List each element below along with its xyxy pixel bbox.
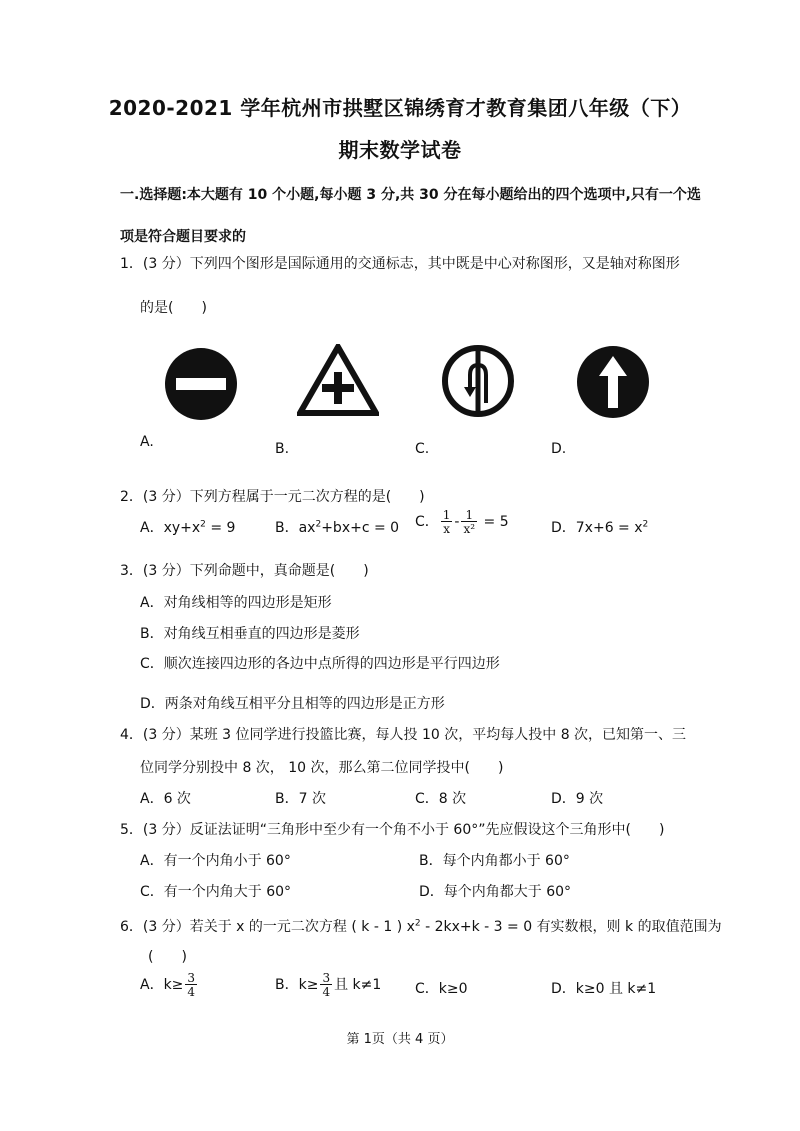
q3-stem: 3．(3 分）下列命题中，真命题是( ) bbox=[120, 563, 369, 579]
q3-option-a: A．对角线相等的四边形是矩形 bbox=[140, 595, 332, 611]
fraction: $\frac{3}{4}$ bbox=[322, 971, 331, 999]
q1-option-b: B. bbox=[275, 441, 290, 457]
page-subtitle: 期末数学试卷 bbox=[338, 138, 462, 162]
crossroad-warning-sign-icon bbox=[297, 344, 379, 416]
q3-option-c: C．顺次连接四边形的各边中点所得的四边形是平行四边形 bbox=[140, 656, 500, 672]
q1-option-a: A. bbox=[140, 434, 154, 450]
q6-option-b: B．k≥ $\frac{3}{4}$ 且 k≠1 bbox=[275, 971, 382, 999]
q6-option-d: D．k≥0 且 k≠1 bbox=[551, 981, 657, 997]
section-heading-line1: 一.选择题:本大题有 10 个小题,每小题 3 分,共 30 分在每小题给出的四个选项中,只有一个选 bbox=[120, 187, 701, 203]
q5-option-b: B．每个内角都小于 60° bbox=[419, 853, 570, 869]
q1-stem-line2: 的是( ) bbox=[140, 300, 207, 316]
q3-option-d: D．两条对角线互相平分且相等的四边形是正方形 bbox=[140, 696, 445, 712]
q1-option-c: C. bbox=[415, 441, 430, 457]
q6-option-c: C．k≥0 bbox=[415, 981, 468, 997]
q5-option-a: A．有一个内角小于 60° bbox=[140, 853, 291, 869]
q4-option-c: C．8 次 bbox=[415, 791, 467, 807]
q6-option-a: A．k≥ $\frac{3}{4}$ bbox=[140, 971, 196, 999]
no-u-turn-sign-icon bbox=[440, 343, 516, 419]
q5-option-c: C．有一个内角大于 60° bbox=[140, 884, 292, 900]
q1-option-d: D. bbox=[551, 441, 567, 457]
q4-stem-line1: 4．(3 分）某班 3 位同学进行投篮比赛，每人投 10 次，平均每人投中 8 次，已知第一、三 bbox=[120, 727, 687, 743]
straight-ahead-sign-icon bbox=[575, 344, 651, 420]
q4-stem-line2: 位同学分别投中 8 次， 10 次，那么第二位同学投中( ) bbox=[140, 760, 504, 776]
q1-stem-line1: 1．(3 分）下列四个图形是国际通用的交通标志，其中既是中心对称图形，又是轴对称图形 bbox=[120, 256, 680, 272]
q4-option-a: A．6 次 bbox=[140, 791, 191, 807]
q2-option-d: D．$7x+6 = x^2$ bbox=[551, 519, 649, 536]
q2-stem: 2．(3 分）下列方程属于一元二次方程的是( ) bbox=[120, 489, 425, 505]
page-footer: 第 1页（共 4 页） bbox=[346, 1032, 454, 1047]
q5-option-d: D．每个内角都大于 60° bbox=[419, 884, 572, 900]
section-heading-line2: 项是符合题目要求的 bbox=[120, 229, 246, 245]
q2-option-c: C． $\frac{1}{x}$ - $\frac{1}{\text{x²}}$ = 5 bbox=[415, 508, 509, 536]
fraction: $\frac{1}{x}$ bbox=[442, 508, 451, 536]
q6-stem-line1: 6．(3 分）若关于 x 的一元二次方程 ( k - 1 ) $x^2 - 2kx+k - 3 = 0$ 有实数根，则 k 的取值范围为 bbox=[120, 918, 722, 935]
q4-option-b: B．7 次 bbox=[275, 791, 326, 807]
page-title: 2020-2021 学年杭州市拱墅区锦绣育才教育集团八年级（下） bbox=[108, 96, 692, 120]
q6-stem-line2: ( ) bbox=[148, 949, 187, 965]
q2-option-b: B．$ax^2+bx+c = 0$ bbox=[275, 519, 400, 536]
fraction: $\frac{1}{\text{x²}}$ bbox=[463, 508, 476, 536]
no-entry-sign-icon bbox=[163, 346, 239, 422]
q3-option-b: B．对角线互相垂直的四边形是菱形 bbox=[140, 626, 360, 642]
q5-stem: 5．(3 分）反证法证明“三角形中至少有一个角不小于 60°”先应假设这个三角形中( ) bbox=[120, 822, 665, 838]
q4-option-d: D．9 次 bbox=[551, 791, 604, 807]
q2-option-a: A．$xy+x^2 = 9$ bbox=[140, 519, 236, 536]
fraction: $\frac{3}{4}$ bbox=[187, 971, 196, 999]
